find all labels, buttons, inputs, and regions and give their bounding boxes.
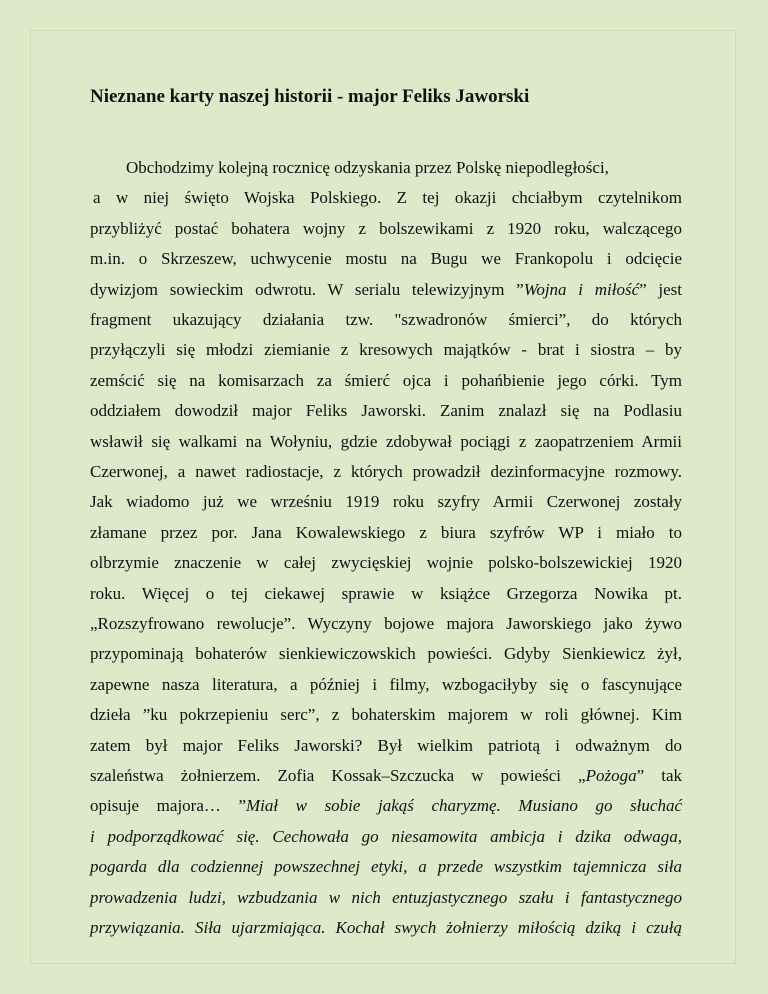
text-line — [90, 644, 682, 664]
text-segment: zemścić się na komisarzach za śmierć ojca i pohańbienie jego córki. Tym — [90, 370, 682, 390]
text-line — [90, 675, 682, 695]
text-segment: przypominają bohaterów sienkiewiczowskich powieści. Gdyby Sienkiewicz żył, — [90, 644, 682, 664]
text-line — [90, 796, 682, 816]
text-segment: Czerwonej, a nawet radiostacje, z których prowadził dezinformacyjne rozmowy. — [90, 462, 682, 481]
text-segment: a w niej święto Wojska Polskiego. Z tej okazji chciałbym czytelnikom — [93, 188, 682, 208]
text-segment: złamane przez por. Jana Kowalewskiego z biura szyfrów WP i miało to — [90, 522, 682, 542]
text-segment: szaleństwa żołnierzem. Zofia Kossak–Szczucka w powieści „ — [90, 766, 586, 785]
text-segment: ” jest — [639, 279, 683, 299]
text-segment: przybliżyć postać bohatera wojny z bolszewikami z 1920 roku, walczącego — [90, 218, 682, 238]
text-line — [90, 249, 682, 269]
text-segment: opisuje majora… ” — [90, 796, 246, 816]
text-line — [90, 827, 682, 847]
text-segment: „Rozszyfrowano rewolucje”. Wyczyny bojowe majora Jaworskiego jako żywo — [90, 614, 682, 633]
text-line — [93, 188, 682, 208]
italic-text-segment: i podporządkować się. Cechowała go niesamowita ambicja i dzika odwaga, — [90, 826, 682, 846]
text-segment: oddziałem dowodził major Feliks Jaworski. Zanim znalazł się na Podlasiu — [90, 401, 682, 421]
italic-text-segment: pogarda dla codziennej powszechnej etyki, a przede wszystkim tajemnicza siła — [90, 857, 682, 877]
text-line — [90, 736, 682, 756]
text-segment: przyłączyli się młodzi ziemianie z kresowych majątków - brat i siostra – by — [90, 340, 682, 360]
text-segment: olbrzymie znaczenie w całej zwycięskiej wojnie polsko-bolszewickiej 1920 — [90, 553, 682, 573]
text-line — [90, 340, 682, 360]
text-line — [90, 219, 682, 239]
text-line — [90, 492, 682, 512]
text-line — [90, 523, 682, 543]
text-line — [90, 888, 682, 908]
italic-text-segment: Wojna i miłość — [523, 279, 640, 299]
text-segment: Obchodzimy kolejną rocznicę odzyskania przez Polskę niepodległości, — [126, 158, 609, 177]
text-line — [90, 401, 682, 421]
text-line — [90, 918, 682, 938]
text-line — [90, 614, 682, 634]
text-line — [90, 280, 682, 300]
text-line — [90, 857, 682, 877]
text-segment: zatem był major Feliks Jaworski? Był wielkim patriotą i odważnym do — [90, 735, 682, 755]
text-segment: m.in. o Skrzeszew, uchwycenie mostu na Bugu we Frankopolu i odcięcie — [90, 249, 682, 269]
text-segment: dzieła ”ku pokrzepieniu serc”, z bohaterskim majorem w roli głównej. Kim — [90, 705, 682, 725]
text-segment: wsławił się walkami na Wołyniu, gdzie zdobywał pociągi z zaopatrzeniem Armii — [90, 431, 682, 451]
text-line — [90, 766, 682, 786]
text-segment: zapewne nasza literatura, a później i filmy, wzbogaciłyby się o fascynujące — [90, 674, 682, 694]
text-line — [90, 584, 682, 604]
text-segment: ” tak — [636, 766, 682, 785]
text-line — [90, 462, 682, 482]
text-line — [90, 371, 682, 391]
text-line — [90, 432, 682, 452]
text-line — [90, 310, 682, 330]
text-segment: dywizjom sowieckim odwrotu. W serialu telewizyjnym ” — [90, 279, 524, 299]
text-segment: fragment ukazujący działania tzw. "szwadronów śmierci”, do których — [90, 310, 682, 329]
italic-text-segment: Miał w sobie jakąś charyzmę. Musiano go słuchać — [245, 796, 682, 816]
text-line — [126, 158, 682, 178]
italic-text-segment: przywiązania. Siła ujarzmiająca. Kochał swych żołnierzy miłością dziką i czułą — [90, 918, 682, 937]
italic-text-segment: prowadzenia ludzi, wzbudzania w nich entuzjastycznego szału i fantastycznego — [90, 887, 682, 907]
text-line — [90, 553, 682, 573]
italic-text-segment: Pożoga — [585, 766, 637, 785]
text-line — [90, 705, 682, 725]
page-title: Nieznane karty naszej historii - major Feliks Jaworski — [90, 86, 530, 107]
text-segment: Jak wiadomo już we wrześniu 1919 roku szyfry Armii Czerwonej zostały — [90, 492, 682, 512]
text-segment: roku. Więcej o tej ciekawej sprawie w książce Grzegorza Nowika pt. — [90, 583, 682, 603]
